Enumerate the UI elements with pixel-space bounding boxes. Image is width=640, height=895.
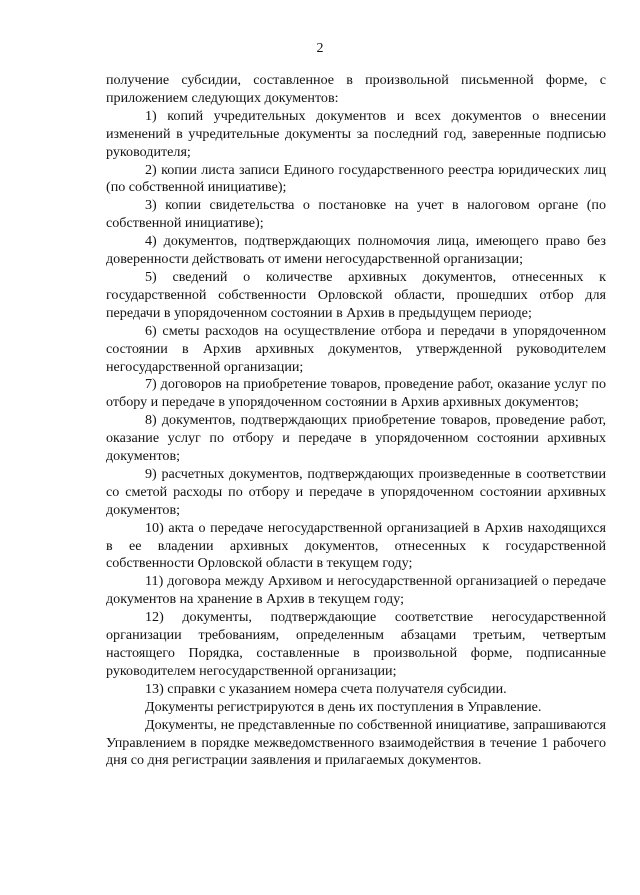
list-item-9: 9) расчетных документов, подтверждающих произведенные в соответствии со сметой расходы по отбору и передаче в упорядоченном состоянии архивных документов; [106, 465, 606, 518]
list-item-10: 10) акта о передаче негосударственной организацией в Архив находящихся в ее владении архивных документов, отнесенных к государственной собственности Орловской области в текущем году; [106, 519, 606, 572]
list-item-1: 1) копий учредительных документов и всех документов о внесении изменений в учредительные документы за последний год, заверенные подписью руководителя; [106, 107, 606, 160]
page-number: 2 [316, 41, 324, 56]
list-item-13: 13) справки с указанием номера счета получателя субсидии. [145, 680, 507, 697]
paragraph-intro: получение субсидии, составленное в произвольной письменной форме, с приложением следующих документов: [106, 72, 606, 106]
document-body [106, 72, 606, 770]
list-item-12: 12) документы, подтверждающие соответствие негосударственной организации требованиям, определенным абзацами третьим, четвертым настоящего Порядка, составленные в произвольной форме, подписанные руководителем негосударственной организации; [106, 609, 606, 679]
list-item-2: 2) копии листа записи Единого государственного реестра юридических лиц (по собственной инициативе); [106, 161, 606, 196]
list-item-5: 5) сведений о количестве архивных документов, отнесенных к государственной собственности Орловской области, прошедших отбор для передачи в упорядоченном состоянии в Архив в предыдущем периоде; [106, 268, 606, 321]
list-item-3: 3) копии свидетельства о постановке на учет в налоговом органе (по собственной инициативе); [106, 197, 606, 232]
list-item-8: 8) документов, подтверждающих приобретение товаров, проведение работ, оказание услуг по отбору и передаче в упорядоченном состоянии архивных документов; [106, 412, 606, 465]
paragraph-interagency-request: Документы, не представленные по собственной инициативе, запрашиваются Управлением в порядке межведомственного взаимодействия в течение 1 рабочего дня со дня регистрации заявления и прилагаемых документов. [106, 716, 606, 769]
list-item-4: 4) документов, подтверждающих полномочия лица, имеющего право без доверенности действовать от имени негосударственной организации; [106, 233, 606, 268]
paragraph-registration: Документы регистрируются в день их поступления в Управление. [145, 698, 542, 715]
list-item-7: 7) договоров на приобретение товаров, проведение работ, оказание услуг по отбору и передаче в упорядоченном состоянии в Архив архивных документов; [106, 376, 606, 411]
list-item-6: 6) сметы расходов на осуществление отбора и передачи в упорядоченном состоянии в Архив архивных документов, утвержденной руководителем негосударственной организации; [106, 322, 606, 375]
list-item-11: 11) договора между Архивом и негосударственной организацией о передаче документов на хранение в Архив в текущем году; [106, 573, 606, 608]
